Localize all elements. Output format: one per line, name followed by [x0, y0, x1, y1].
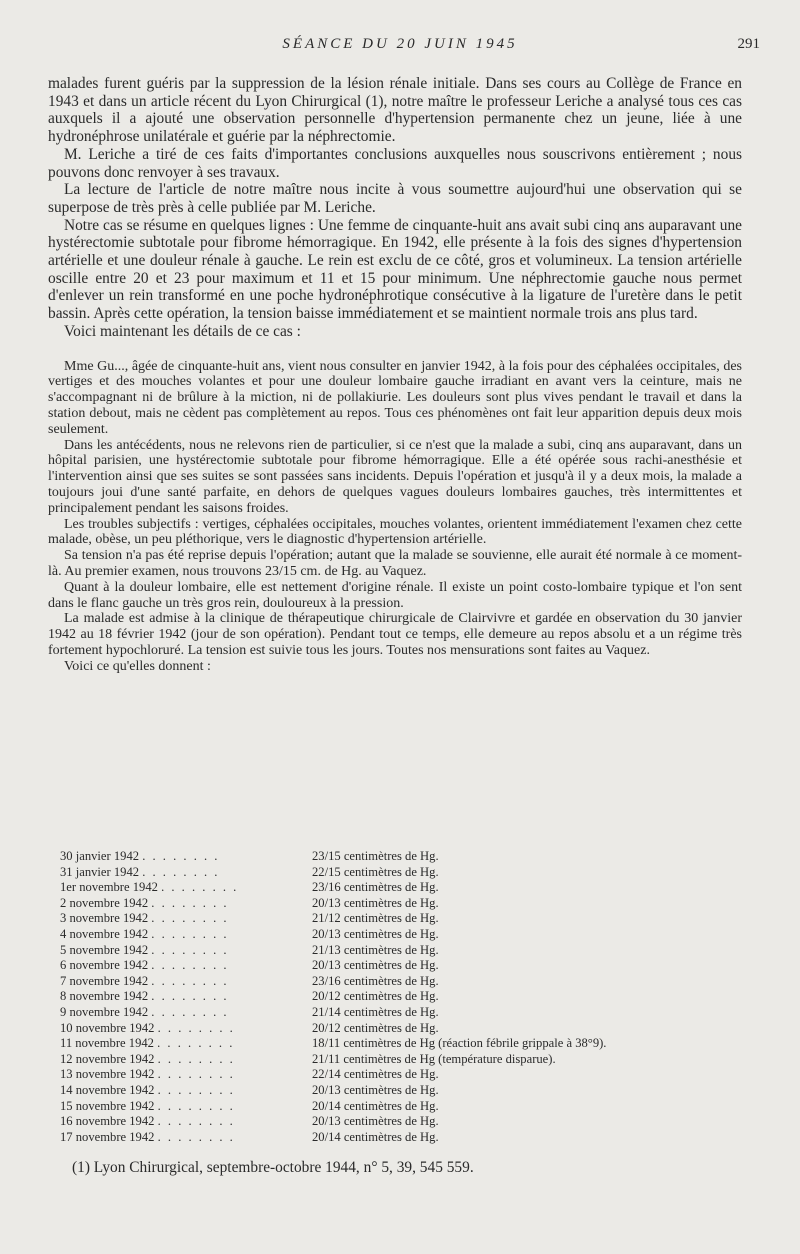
- leader-dots: . . . . . . . .: [157, 1036, 235, 1051]
- measurement-date: [60, 943, 312, 959]
- measurement-date-text: 17 novembre 1942: [60, 1129, 155, 1144]
- measurement-date-text: 5 novembre 1942: [60, 942, 149, 957]
- measurement-value: 18/11 centimètres de Hg (réaction fébrile grippale à 38°9).: [312, 1036, 607, 1051]
- measurement-date: [60, 1021, 312, 1037]
- measurement-date-text: 16 novembre 1942: [60, 1114, 155, 1129]
- measurement-date-text: 31 janvier 1942: [60, 864, 140, 879]
- body-text: [48, 75, 742, 674]
- case-paragraph: La malade est admise à la clinique de thérapeutique chirurgicale de Clairvivre et gardée en observation du 30 janvier 1942 au 18 février 1942 (jour de son opération). Pendant tout ce temps, elle demeure au repos absolu et a un régime très fortement hypochloruré. La tension est suivie tous les jours. Toutes nos mensurations sont faites au Vaquez.: [48, 611, 742, 658]
- measurement-value: 21/13 centimètres de Hg.: [312, 942, 439, 957]
- leader-dots: . . . . . . . .: [142, 864, 220, 879]
- leader-dots: . . . . . . . .: [151, 895, 229, 910]
- measurement-date-text: 8 novembre 1942: [60, 989, 149, 1004]
- case-paragraph: Mme Gu..., âgée de cinquante-huit ans, vient nous consulter en janvier 1942, à la fois pour des céphalées occipitales, des vertiges et des mouches volantes et pour une douleur lombaire gauche irradiant en avant vers la ceinture, mais ne s'accompagnant ni de brûlure à la miction, ni de pollakiurie. Les douleurs sont plus vives pendant le travail et dans la station debout, mais ne cèdent pas complètement au repos. Tous ces phénomènes ont fait leur apparition depuis deux mois seulement.: [48, 358, 742, 437]
- measurement-date-text: 12 novembre 1942: [60, 1051, 155, 1066]
- measurement-date: [60, 1083, 312, 1099]
- measurement-value: 22/15 centimètres de Hg.: [312, 864, 439, 879]
- leader-dots: . . . . . . . .: [157, 1067, 235, 1082]
- measurement-value: 20/12 centimètres de Hg.: [312, 989, 439, 1004]
- blood-pressure-measurements: [60, 849, 740, 1145]
- paragraph: M. Leriche a tiré de ces faits d'importantes conclusions auxquelles nous souscrivons entièrement ; nous pouvons donc renvoyer à ses travaux.: [48, 145, 742, 181]
- measurement-date: [60, 1114, 312, 1130]
- measurement-date: [60, 865, 312, 881]
- measurement-date: [60, 989, 312, 1005]
- paragraph: Voici maintenant les détails de ce cas :: [64, 322, 301, 340]
- case-paragraph: Quant à la douleur lombaire, elle est nettement d'origine rénale. Il existe un point costo-lombaire typique et l'on sent dans le flanc gauche un très gros rein, douloureux à la pression.: [48, 579, 742, 611]
- paragraph: malades furent guéris par la suppression de la lésion rénale initiale. Dans ses cours au Collège de France en 1943 et dans un article récent du Lyon Chirurgical (1), notre maître le professeur Leriche a analysé tous ces cas auxquels il a ajouté une observation personnelle d'hypertension permanente chez un jeune, liée à une hydronéphrose unilatérale et guérie par la néphrectomie.: [48, 75, 742, 146]
- leader-dots: . . . . . . . .: [151, 973, 229, 988]
- measurement-date: [60, 911, 312, 927]
- page-number: 291: [737, 36, 760, 52]
- leader-dots: . . . . . . . .: [157, 1129, 235, 1144]
- measurement-row: [60, 1067, 740, 1083]
- measurement-row: [60, 1005, 740, 1021]
- measurement-value: 23/16 centimètres de Hg.: [312, 880, 439, 895]
- measurement-date: [60, 1099, 312, 1115]
- measurement-value: 20/14 centimètres de Hg.: [312, 1129, 439, 1144]
- measurement-date-text: 7 novembre 1942: [60, 973, 149, 988]
- measurement-row: [60, 943, 740, 959]
- measurement-row: [60, 1021, 740, 1037]
- measurement-value: 23/15 centimètres de Hg.: [312, 849, 439, 863]
- case-paragraph: Les troubles subjectifs : vertiges, céphalées occipitales, mouches volantes, orientent immédiatement l'examen chez cette malade, obèse, un peu pléthorique, vers le diagnostic d'hypertension artérielle.: [48, 516, 742, 548]
- measurement-value: 22/14 centimètres de Hg.: [312, 1067, 439, 1082]
- measurement-row: [60, 1099, 740, 1115]
- page-header: [0, 36, 800, 60]
- leader-dots: . . . . . . . .: [142, 849, 220, 863]
- measurement-date-text: 2 novembre 1942: [60, 895, 149, 910]
- leader-dots: . . . . . . . .: [151, 958, 229, 973]
- measurement-row: [60, 974, 740, 990]
- measurement-row: [60, 1083, 740, 1099]
- leader-dots: . . . . . . . .: [151, 989, 229, 1004]
- measurement-date-text: 3 novembre 1942: [60, 911, 149, 926]
- case-details: [48, 359, 742, 675]
- measurement-date-text: 11 novembre 1942: [60, 1036, 154, 1051]
- measurement-row: [60, 1130, 740, 1146]
- measurement-row: [60, 865, 740, 881]
- measurement-date: [60, 1130, 312, 1146]
- measurement-date: [60, 974, 312, 990]
- measurement-row: [60, 989, 740, 1005]
- measurement-date: [60, 896, 312, 912]
- measurement-date: [60, 958, 312, 974]
- measurement-value: 23/16 centimètres de Hg.: [312, 973, 439, 988]
- case-summary-paragraph: Notre cas se résume en quelques lignes : Une femme de cinquante-huit ans avait subi cinq ans auparavant une hystérectomie subtotale pour fibrome hémorragique. En 1942, elle présente à la fois des signes d'hypertension artérielle et une douleur rénale à gauche. Le rein est exclu de ce côté, gros et volumineux. La tension artérielle oscille entre 20 et 23 pour maximum et 11 et 15 pour minimum. Une néphrectomie gauche nous permet d'enlever un rein transformé en une poche hydronéphrotique consécutive à la ligature de l'uretère dans le petit bassin. Après cette opération, la tension baisse immédiatement et se maintient normale trois ans plus tard.: [48, 216, 742, 323]
- case-paragraph: Dans les antécédents, nous ne relevons rien de particulier, si ce n'est que la malade a subi, cinq ans auparavant, dans un hôpital parisien, une hystérectomie subtotale pour fibrome hémorragique. Elle a été opérée sous rachi-anesthésie et l'intervention ainsi que ses suites se sont passées sans incidents. Depuis l'opération et jusqu'à il y a deux mois, la malade a toujours joui d'une santé parfaite, en dehors de quelques vagues douleurs lombaires gauches, très intermittentes et principalement pendant les saisons froides.: [48, 437, 742, 516]
- measurement-row: [60, 849, 740, 865]
- case-paragraph: Voici ce qu'elles donnent :: [64, 658, 211, 674]
- measurement-date-text: 1er novembre 1942: [60, 880, 158, 895]
- measurement-date: [60, 927, 312, 943]
- measurement-date-text: 13 novembre 1942: [60, 1067, 155, 1082]
- measurement-value: 21/14 centimètres de Hg.: [312, 1004, 439, 1019]
- case-paragraph: Sa tension n'a pas été reprise depuis l'opération; autant que la malade se souvienne, elle aurait été normale à ce moment-là. Au premier examen, nous trouvons 23/15 cm. de Hg. au Vaquez.: [48, 548, 742, 579]
- running-title: SÉANCE DU 20 JUIN 1945: [282, 36, 518, 52]
- leader-dots: . . . . . . . .: [157, 1082, 235, 1097]
- measurement-date-text: 4 novembre 1942: [60, 926, 149, 941]
- measurement-date-text: 10 novembre 1942: [60, 1020, 155, 1035]
- leader-dots: . . . . . . . .: [151, 942, 229, 957]
- measurement-value: 20/14 centimètres de Hg.: [312, 1098, 439, 1113]
- measurement-value: 20/13 centimètres de Hg.: [312, 1082, 439, 1097]
- measurement-date: [60, 1005, 312, 1021]
- measurement-value: 21/11 centimètres de Hg (température disparue).: [312, 1051, 556, 1066]
- measurement-value: 21/12 centimètres de Hg.: [312, 911, 439, 926]
- leader-dots: . . . . . . . .: [151, 911, 229, 926]
- measurement-date-text: 9 novembre 1942: [60, 1004, 149, 1019]
- measurement-value: 20/13 centimètres de Hg.: [312, 895, 439, 910]
- measurement-row: [60, 1052, 740, 1068]
- leader-dots: . . . . . . . .: [151, 1004, 229, 1019]
- measurement-row: [60, 880, 740, 896]
- measurement-value: 20/12 centimètres de Hg.: [312, 1020, 439, 1035]
- measurement-date: [60, 880, 312, 896]
- measurement-row: [60, 896, 740, 912]
- measurement-date-text: 14 novembre 1942: [60, 1082, 155, 1097]
- measurement-date: [60, 1052, 312, 1068]
- measurement-date: [60, 1067, 312, 1083]
- measurement-date-text: 6 novembre 1942: [60, 958, 149, 973]
- measurement-value: 20/13 centimètres de Hg.: [312, 1114, 439, 1129]
- measurement-row: [60, 911, 740, 927]
- measurement-date-text: 30 janvier 1942: [60, 849, 140, 863]
- measurement-row: [60, 1114, 740, 1130]
- measurement-row: [60, 958, 740, 974]
- footnote: (1) Lyon Chirurgical, septembre-octobre 1944, n° 5, 39, 545 559.: [72, 1159, 474, 1176]
- leader-dots: . . . . . . . .: [157, 1020, 235, 1035]
- measurement-row: [60, 1036, 740, 1052]
- measurement-row: [60, 927, 740, 943]
- leader-dots: . . . . . . . .: [157, 1051, 235, 1066]
- measurement-date: [60, 849, 312, 865]
- paragraph: La lecture de l'article de notre maître nous incite à vous soumettre aujourd'hui une observation qui se superpose de très près à celle publiée par M. Leriche.: [48, 181, 742, 216]
- measurement-date: [60, 1036, 312, 1052]
- measurement-value: 20/13 centimètres de Hg.: [312, 926, 439, 941]
- leader-dots: . . . . . . . .: [161, 880, 239, 895]
- measurement-date-text: 15 novembre 1942: [60, 1098, 155, 1113]
- leader-dots: . . . . . . . .: [151, 926, 229, 941]
- leader-dots: . . . . . . . .: [157, 1114, 235, 1129]
- measurement-value: 20/13 centimètres de Hg.: [312, 958, 439, 973]
- leader-dots: . . . . . . . .: [157, 1098, 235, 1113]
